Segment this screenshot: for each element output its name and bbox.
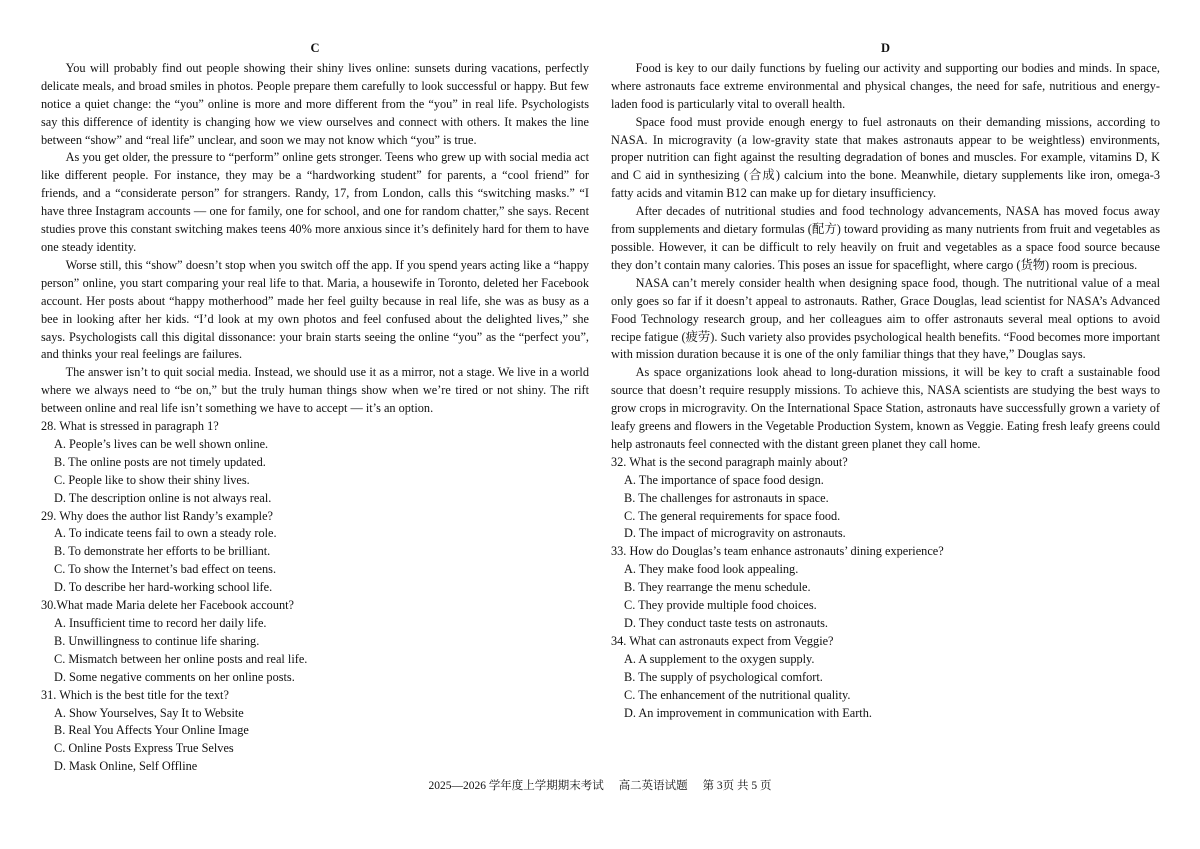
option-d: D. The impact of microgravity on astronauts. (624, 526, 846, 541)
option-d: D. Mask Online, Self Offline (54, 759, 198, 774)
option-d: D. To describe her hard-working school life. (54, 580, 273, 595)
question-stem: 29. Why does the author list Randy’s example? (41, 508, 274, 523)
passage-d-paragraph-3: After decades of nutritional studies and food technology advancements, NASA has moved focus away from supplements and dietary formulas (配方) toward providing as many nutrients from fruit and vegetables as possible. However, it can be difficult to rely heavily on fruit and vegetables as a space food source because they don’t contain many calories. This poses an issue for spaceflight, where cargo (货物) room is precious. (611, 204, 1160, 272)
option-a: A. Show Yourselves, Say It to Website (54, 705, 244, 720)
question-stem: 31. Which is the best title for the text? (41, 687, 229, 702)
right-column (611, 40, 1160, 722)
footer-exam-name: 2025—2026 学年度上学期期末考试 (428, 780, 604, 792)
question-stem: 28. What is stressed in paragraph 1? (41, 419, 219, 434)
page-footer (0, 777, 1200, 793)
section-title-d: D (880, 41, 891, 55)
question-34 (611, 633, 1160, 723)
option-a: A. They make food look appealing. (624, 562, 799, 577)
question-32 (611, 454, 1160, 544)
passage-d-paragraph-4: NASA can’t merely consider health when designing space food, though. The nutritional value of a meal only goes so far if it doesn’t appeal to astronauts. Rather, Grace Douglas, lead scientist for NASA’s Advanced Food Technology research group, and her colleagues aim to offer astronauts several meal options to avoid recipe fatigue (疲劳). Such variety also provides psychological health benefits. “Food becomes more important with mission duration because it is one of the only familiar things that they have,” Douglas says. (611, 275, 1160, 362)
option-b: B. The online posts are not timely updated. (54, 454, 266, 469)
option-c: C. People like to show their shiny lives. (54, 472, 250, 487)
passage-d-paragraph-2: Space food must provide enough energy to fuel astronauts on their demanding missions, according to NASA. In microgravity (a low-gravity state that makes astronauts appear to be weightless) environments, proper nutrition can fight against the resulting degradation of bones and muscles. For example, vitamins D, K and C aid in synthesizing (合成) calcium into the bone. Meanwhile, dietary supplements like iron, omega-3 fatty acids and vitamin B12 can make up for dietary insufficiency. (611, 114, 1160, 201)
question-29 (41, 508, 589, 598)
passage-d-paragraph-1: Food is key to our daily functions by fueling our activity and supporting our bodies and minds. In space, where astronauts face extreme environmental and physical changes, the need for safe, nutritious and energy-laden food is particularly vital to overall health. (611, 60, 1160, 111)
option-a: A. A supplement to the oxygen supply. (624, 651, 815, 666)
section-title-c: C (310, 41, 320, 55)
option-c: C. To show the Internet’s bad effect on teens. (54, 562, 277, 577)
question-31 (41, 687, 589, 777)
option-b: B. The challenges for astronauts in space. (624, 490, 829, 505)
option-b: B. The supply of psychological comfort. (624, 669, 823, 684)
option-a: A. Insufficient time to record her daily life. (54, 616, 267, 630)
passage-d-paragraph-5: As space organizations look ahead to long-duration missions, it will be key to craft a sustainable food source that doesn’t require resupply missions. To achieve this, NASA scientists are studying the best ways to grow crops in microgravity. On the International Space Station, astronauts have successfully grown a variety of leafy greens and flowers in the Vegetable Production System, known as Veggie. Eating fresh leafy greens could help astronauts feel connected with the distant green planet they call home. (611, 365, 1160, 451)
footer-page-number: 第 3页 共 5 页 (702, 780, 772, 792)
passage-c-paragraph-2: As you get older, the pressure to “perform” online gets stronger. Teens who grew up with social media act like different people. For instance, they may be a “hardworking student” for parents, a “cool friend” for friends, and a “considerate person” for strangers. Randy, 17, from London, calls this “switching masks.” “I have three Instagram accounts — one for family, one for school, and one for random chatter,” she says. Recent studies prove this constant switching makes teens 40% more anxious since it’s definitely hard for them to have one steady identity. (41, 150, 589, 254)
option-b: B. They rearrange the menu schedule. (624, 580, 811, 595)
option-c: C. The enhancement of the nutritional quality. (624, 687, 851, 702)
question-stem: 30.What made Maria delete her Facebook account? (41, 598, 294, 613)
option-c: C. Online Posts Express True Selves (54, 741, 234, 756)
option-d: D. The description online is not always real. (54, 490, 272, 505)
passage-c-paragraph-4: The answer isn’t to quit social media. Instead, we should use it as a mirror, not a stage. We live in a world where we always need to “be on,” but the truly human things show when we’re tired or not shiny. The rift between online and real life isn’t something we have to accept — it’s an option. (41, 365, 589, 416)
question-stem: 34. What can astronauts expect from Veggie? (611, 633, 834, 648)
footer-subject: 高二英语试题 (618, 780, 688, 792)
question-33 (611, 543, 1160, 633)
question-30 (41, 597, 589, 687)
left-column (41, 40, 589, 776)
option-a: A. The importance of space food design. (624, 472, 824, 487)
option-a: A. People’s lives can be well shown online. (54, 436, 269, 451)
option-d: D. They conduct taste tests on astronauts. (624, 616, 828, 630)
option-b: B. Real You Affects Your Online Image (54, 723, 249, 738)
option-a: A. To indicate teens fail to own a steady role. (54, 526, 277, 541)
option-c: C. Mismatch between her online posts and real life. (54, 651, 308, 666)
question-stem: 32. What is the second paragraph mainly about? (611, 454, 848, 469)
option-c: C. They provide multiple food choices. (624, 598, 817, 613)
option-b: B. To demonstrate her efforts to be brilliant. (54, 544, 271, 559)
passage-c-paragraph-1: You will probably find out people showing their shiny lives online: sunsets during vacations, perfectly delicate meals, and broad smiles in photos. People prepare them carefully to look successful or happy. But few notice a quiet change: the “you” online is more and more different from the “you” in real life. Psychologists say this difference of identity is changing how we view ourselves and connect with others. It makes the line between “show” and “real life” unclear, and soon we may not know which “you” is true. (41, 60, 589, 147)
option-b: B. Unwillingness to continue life sharing. (54, 633, 260, 648)
option-d: D. Some negative comments on her online posts. (54, 669, 295, 684)
question-28 (41, 418, 589, 508)
option-d: D. An improvement in communication with Earth. (624, 705, 872, 720)
passage-c-paragraph-3: Worse still, this “show” doesn’t stop when you switch off the app. If you spend years acting like a “happy person” online, you start comparing your real life to that. Maria, a housewife in Toronto, deleted her Facebook account. Her posts about “happy motherhood” made her feel guilty because in real life, she was as busy as a bee in looking after her kids. “I’d look at my own photos and feel confused about the delighted lives,” she says. Psychologists call this digital dissonance: your brain starts seeing the online “you” as the “perfect you”, and thinks your real feelings are failures. (41, 257, 589, 362)
question-stem: 33. How do Douglas’s team enhance astronauts’ dining experience? (611, 544, 944, 559)
option-c: C. The general requirements for space food. (624, 508, 841, 523)
